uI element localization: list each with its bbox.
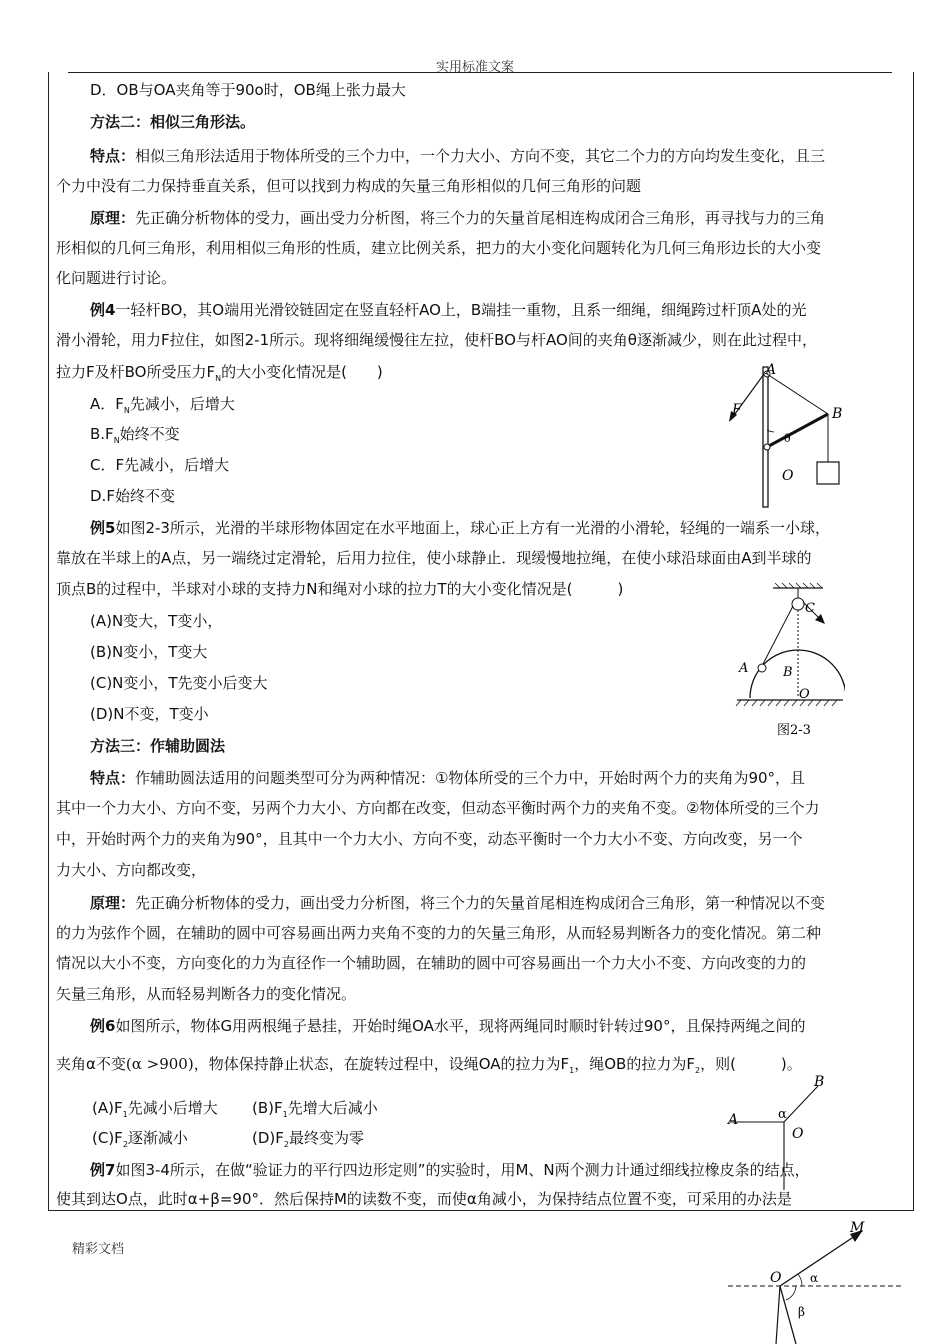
opt-text: 先减小，后增大 xyxy=(129,395,235,413)
method3-feature-line-2: 其中一个力大小、方向不变，另两个力大小、方向都在改变，但动态平衡时两个力的夹角不变。②物体所受的三个力 xyxy=(56,799,820,817)
hinge-o xyxy=(764,444,770,450)
method2-principle-line-1 xyxy=(90,208,825,228)
method3-title: 方法三：作辅助圆法 xyxy=(90,737,226,755)
ceiling-hatch xyxy=(775,583,822,588)
example6-option-d xyxy=(252,1128,364,1155)
example5-text: 如图2-3所示，光滑的半球形物体固定在水平地面上，球心正上方有一光滑的小滑轮，轻绳的一端系一小球， xyxy=(115,519,830,537)
example7-line-2: 使其到达O点，此时α+β=90°．然后保持M的读数不变，而使α角减小，为保持结点位置不变，可采用的办法是 xyxy=(56,1190,792,1208)
example6-option-c xyxy=(92,1128,188,1155)
label-m: M xyxy=(850,1220,865,1236)
opt-sub: N xyxy=(113,436,120,445)
example4-option-c: C．F先减小，后增大 xyxy=(90,456,230,474)
example6-line-2 xyxy=(56,1054,802,1081)
feature-label: 特点： xyxy=(90,147,136,165)
ex4-sub: N xyxy=(215,374,222,383)
principle-text: 先正确分析物体的受力，画出受力分析图，将三个力的矢量首尾相连构成闭合三角形，第一种情况以不变 xyxy=(135,894,826,912)
example6-label: 例6 xyxy=(90,1017,116,1035)
example5-option-d: (D)N不变，T变小 xyxy=(90,705,209,723)
label-o: O xyxy=(782,468,794,484)
ex6-text: ，绳OB的拉力为F xyxy=(574,1055,695,1073)
option-d-line: D．OB与OA夹角等于90o时，OB绳上张力最大 xyxy=(90,81,406,99)
example7-text: 如图3-4所示，在做“验证力的平行四边形定则”的实验时，用M、N两个测力计通过细线拉橡皮条的结点， xyxy=(115,1161,810,1179)
figure-2-3-diagram xyxy=(735,580,845,740)
method2-principle-line-2: 形相似的几何三角形，利用相似三角形的性质，建立比例关系，把力的大小变化问题转化为几何三角形边长的大小变 xyxy=(56,239,822,257)
opt-text: 逐渐减小 xyxy=(127,1129,188,1147)
principle-label: 原理： xyxy=(90,894,136,912)
label-o: O xyxy=(799,687,810,702)
ex6-text: ，物体保持静止状态，在旋转过程中，设绳OA的拉力为F xyxy=(193,1055,570,1073)
opt-text: 始终不变 xyxy=(119,425,180,443)
example4-option-a xyxy=(90,394,235,421)
ex6-text: 夹角α不变 xyxy=(56,1055,126,1073)
method3-feature-line-1 xyxy=(90,768,805,788)
example5-option-b: (B)N变小，T变大 xyxy=(90,643,208,661)
rope-ob xyxy=(784,1086,818,1122)
pulley-c xyxy=(792,598,804,610)
vertical-pole xyxy=(763,367,768,507)
example6-line-1 xyxy=(90,1016,805,1036)
ground-hatch xyxy=(736,700,837,706)
opt-text: 先增大后减小 xyxy=(287,1099,378,1117)
weight-block xyxy=(817,462,839,484)
label-beta: β xyxy=(798,1305,805,1319)
opt-text: (A)F xyxy=(92,1099,123,1117)
rod-bo xyxy=(767,414,828,447)
example5-line-3: 顶点B的过程中，半球对小球的支持力N和绳对小球的拉力T的大小变化情况是( ) xyxy=(56,580,624,598)
ex6-sub: 1 xyxy=(569,1066,575,1075)
example4-line-3 xyxy=(56,362,383,389)
example6-option-a xyxy=(92,1098,218,1125)
label-b: B xyxy=(783,665,793,680)
feature-label: 特点： xyxy=(90,769,136,787)
label-o: O xyxy=(770,1270,782,1286)
feature-text: 作辅助圆法适用的问题类型可分为两种情况：①物体所受的三个力中，开始时两个力的夹角为90°，且 xyxy=(135,769,806,787)
example5-line-2: 靠放在半球上的A点，另一端绕过定滑轮，后用力拉住，使小球静止．现缓慢地拉绳，在使小球沿球面由A到半球的 xyxy=(56,549,812,567)
opt-text: (B)F xyxy=(252,1099,283,1117)
page-footer: 精彩文档 xyxy=(72,1242,125,1257)
opt-sub: N xyxy=(123,406,130,415)
method2-feature-line-2: 个力中没有二力保持垂直关系，但可以找到力构成的矢量三角形相似的几何三角形的问题 xyxy=(56,177,642,195)
example4-label: 例4 xyxy=(90,301,116,319)
ex6-text: ，则( )。 xyxy=(700,1055,802,1073)
label-c: C xyxy=(805,601,815,616)
opt-text: (D)F xyxy=(252,1129,284,1147)
principle-text: 先正确分析物体的受力，画出受力分析图，将三个力的矢量首尾相连构成闭合三角形，再寻找与力的三角 xyxy=(135,209,826,227)
opt-text: 最终变为零 xyxy=(288,1129,364,1147)
method3-principle-line-3: 情况以大小不变，方向变化的力为直径作一个辅助圆，在辅助的圆中可容易画出一个力大小不变、方向改变的力的 xyxy=(56,954,807,972)
opt-text: A．F xyxy=(90,395,124,413)
method3-feature-line-3: 中，开始时两个力的夹角为90°，且其中一个力大小、方向不变，动态平衡时一个力大小不变、方向改变，另一个 xyxy=(56,830,803,848)
label-alpha: α xyxy=(778,1107,787,1122)
example6-option-b xyxy=(252,1098,378,1125)
label-alpha: α xyxy=(810,1271,819,1285)
example5-option-a: (A)N变大，T变小， xyxy=(90,612,223,630)
label-theta: θ xyxy=(784,432,791,445)
opt-text: B.F xyxy=(90,425,114,443)
label-a: A xyxy=(766,362,777,378)
figure-3-4-diagram xyxy=(726,1218,916,1344)
rope-ab xyxy=(767,374,828,414)
example4-line-2: 滑小滑轮，用力F拉住，如图2-1所示。现将细绳缓慢往左拉，使杆BO与杆AO间的夹角θ逐渐减少，则在此过程中， xyxy=(56,331,817,349)
example4-line-1 xyxy=(90,300,806,320)
opt-text: (C)F xyxy=(92,1129,123,1147)
force-m-line xyxy=(780,1234,858,1286)
method2-title: 方法二：相似三角形法。 xyxy=(90,113,256,131)
example4-option-b xyxy=(90,424,180,451)
feature-text: 相似三角形法适用于物体所受的三个力中，一个力大小、方向不变，其它二个力的方向均发生变化，且三 xyxy=(135,147,826,165)
ball xyxy=(758,664,766,672)
principle-label: 原理： xyxy=(90,209,136,227)
example5-label: 例5 xyxy=(90,519,116,537)
opt-sub: 2 xyxy=(283,1140,289,1149)
label-b: B xyxy=(832,406,843,422)
ex4-text-b: 的大小变化情况是( ) xyxy=(221,363,383,381)
method3-principle-line-1 xyxy=(90,893,825,913)
example4-text: 一轻杆BO，其O端用光滑铰链固定在竖直轻杆AO上，B端挂一重物，且系一细绳，细绳跨过杆顶A处的光 xyxy=(115,301,807,319)
figure-2-1-diagram xyxy=(720,362,850,512)
example7-label: 例7 xyxy=(90,1161,116,1179)
example4-option-d: D.F始终不变 xyxy=(90,487,175,505)
method3-principle-line-2: 的力为弦作个圆，在辅助的圆中可容易画出两力夹角不变的力的矢量三角形，从而轻易判断各力的变化情况。第二种 xyxy=(56,924,822,942)
label-a: A xyxy=(728,1112,739,1128)
method2-principle-line-3: 化问题进行讨论。 xyxy=(56,269,177,287)
figure-example6-diagram xyxy=(722,1072,842,1210)
example5-option-c: (C)N变小，T先变小后变大 xyxy=(90,674,268,692)
ex4-text-a: 拉力F及杆BO所受压力F xyxy=(56,363,216,381)
example7-line-1 xyxy=(90,1160,810,1180)
angle-alpha-arc xyxy=(798,1274,802,1286)
opt-text: 先减小后增大 xyxy=(127,1099,218,1117)
label-o: O xyxy=(792,1126,804,1142)
example6-text: 如图所示，物体G用两根绳子悬挂，开始时绳OA水平，现将两绳同时顺时针转过90°，且保持两绳之间的 xyxy=(115,1017,806,1035)
method3-feature-line-4: 力大小、方向都改变， xyxy=(56,861,207,879)
label-a: A xyxy=(739,661,749,676)
method3-principle-line-4: 矢量三角形，从而轻易判断各力的变化情况。 xyxy=(56,985,357,1003)
example5-line-1 xyxy=(90,518,830,538)
figure-caption: 图2-3 xyxy=(777,723,811,738)
opt-sub: 1 xyxy=(122,1110,128,1119)
angle-beta-arc xyxy=(786,1286,796,1300)
opt-sub: 1 xyxy=(282,1110,288,1119)
label-f: F xyxy=(732,402,742,418)
method2-feature-line-1 xyxy=(90,146,825,166)
ex6-math: (α >900) xyxy=(125,1055,194,1073)
ex6-sub: 2 xyxy=(694,1066,701,1075)
rope-to-ball xyxy=(762,606,793,666)
opt-sub: 2 xyxy=(122,1140,128,1149)
page-header-title: 实用标准文案 xyxy=(435,60,514,75)
rubber-band xyxy=(776,1286,780,1344)
label-b: B xyxy=(814,1074,825,1090)
